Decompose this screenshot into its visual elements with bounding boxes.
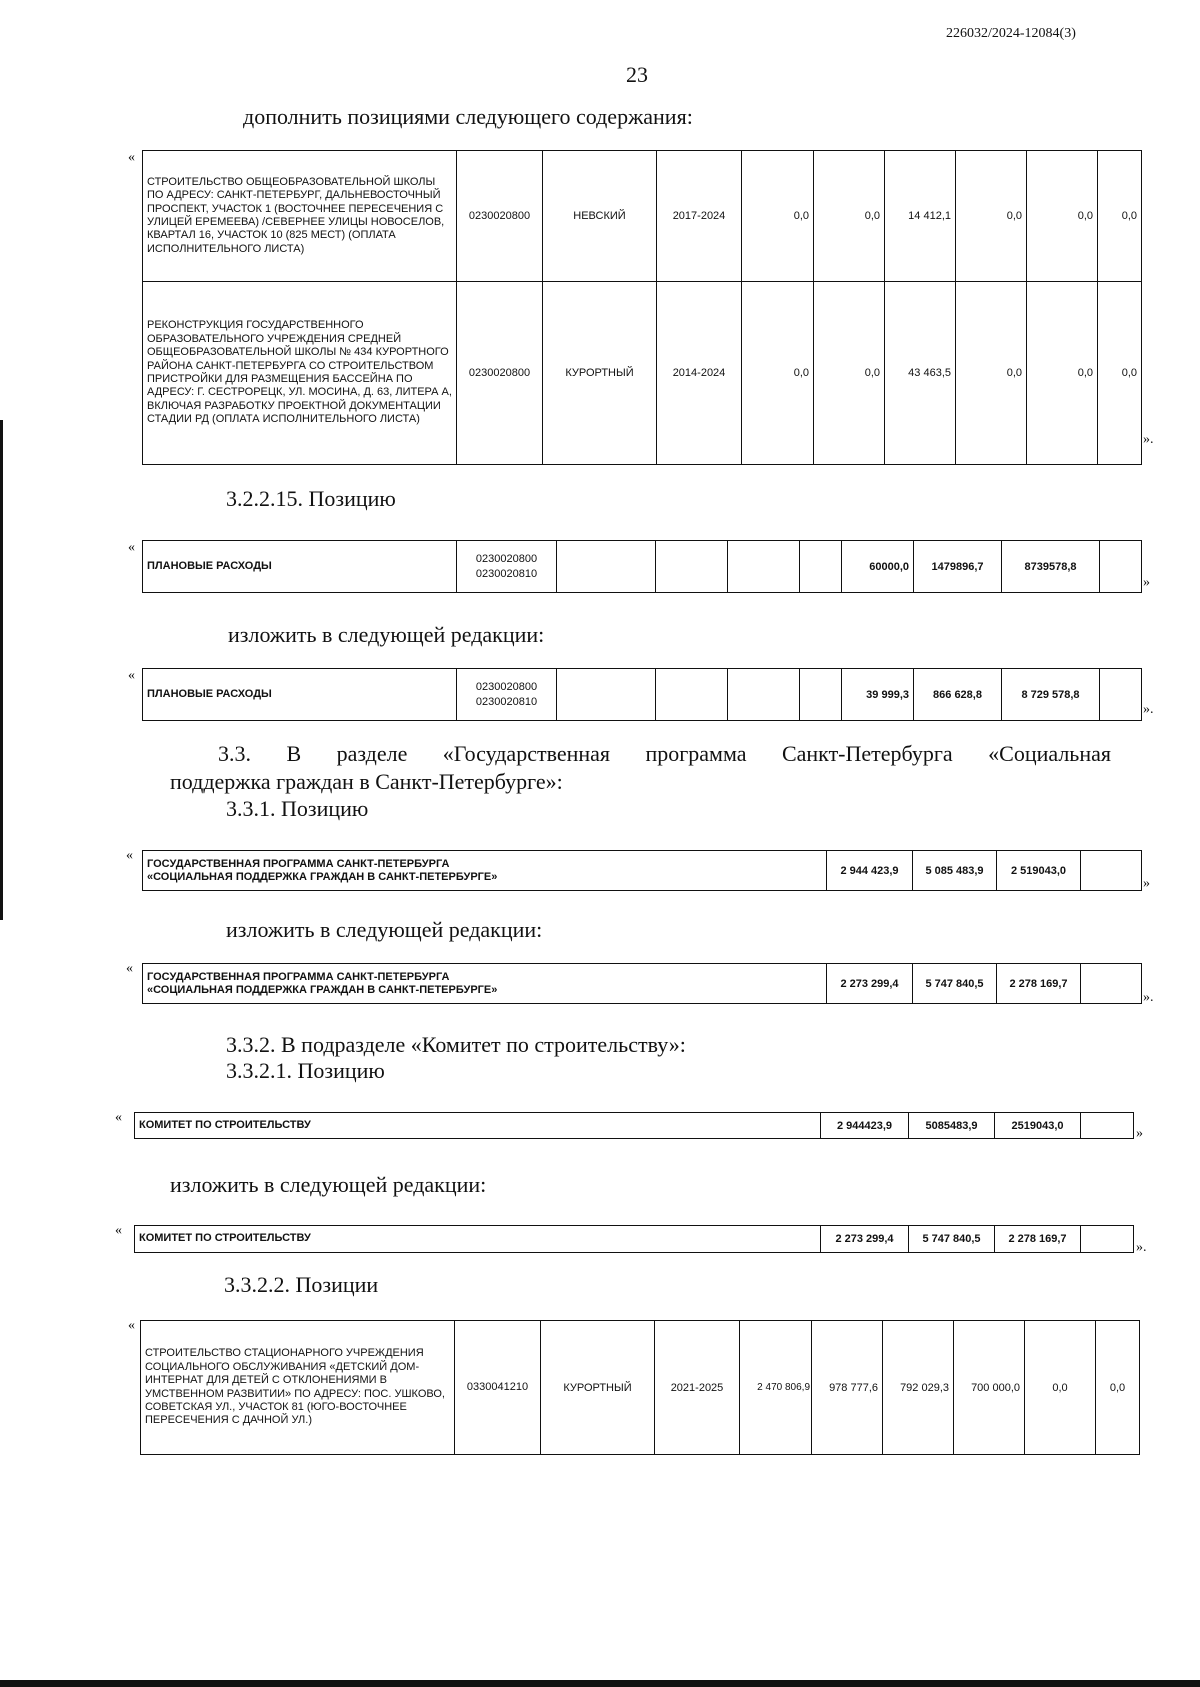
table-row [143, 669, 1142, 721]
item-3-3-1: 3.3.1. Позицию [226, 796, 369, 821]
table-row [143, 964, 1142, 1004]
value-cell: 5 747 840,5 [909, 1226, 995, 1253]
value-cell: 2 519043,0 [997, 851, 1081, 891]
district-cell: НЕВСКИЙ [543, 151, 657, 282]
value-cell: 2 470 806,9 [740, 1321, 812, 1455]
value-cell: 792 029,3 [883, 1321, 954, 1455]
committee-old-table [134, 1112, 1134, 1139]
value-cell: 0,0 [814, 282, 885, 465]
table-row [135, 1226, 1134, 1253]
item-3-2-2-15: 3.2.2.15. Позицию [226, 486, 396, 511]
section-3-3-line1: 3.3. В разделе «Государственная программа Санкт-Петербурга «Социальная [218, 741, 1111, 766]
committee-name: КОМИТЕТ ПО СТРОИТЕЛЬСТВУ [135, 1226, 821, 1253]
open-quote: « [115, 1110, 122, 1125]
document-id: 226032/2024-12084(3) [946, 26, 1076, 41]
empty-cell [557, 541, 656, 593]
close-quote: » [1143, 575, 1150, 590]
item-3-3-2-2: 3.3.2.2. Позиции [224, 1272, 379, 1297]
edit-text: изложить в следующей редакции: [228, 622, 545, 647]
code-cell [457, 669, 557, 721]
value-cell: 1479896,7 [914, 541, 1002, 593]
code-cell: 0230020800 [457, 151, 543, 282]
program-name-line: «СОЦИАЛЬНАЯ ПОДДЕРЖКА ГРАЖДАН В САНКТ-ПЕТЕРБУРГЕ» [147, 983, 498, 996]
code-line: 0230020800 [475, 681, 538, 694]
table-row [143, 282, 1142, 465]
empty-cell [1081, 1226, 1134, 1253]
value-cell: 0,0 [1098, 151, 1142, 282]
open-quote: « [115, 1223, 122, 1238]
table-row [141, 1321, 1140, 1455]
empty-cell [1081, 964, 1142, 1004]
social-institution-table [140, 1320, 1140, 1455]
item-3-3-2-1: 3.3.2.1. Позицию [226, 1058, 385, 1083]
program-old-table [142, 850, 1142, 891]
period-cell: 2017-2024 [657, 151, 742, 282]
value-cell: 2 944423,9 [821, 1113, 909, 1139]
object-name: СТРОИТЕЛЬСТВО СТАЦИОНАРНОГО УЧРЕЖДЕНИЯ СОЦИАЛЬНОГО ОБСЛУЖИВАНИЯ «ДЕТСКИЙ ДОМ-ИНТЕРНАТ ДЛЯ ДЕТЕЙ С ОТКЛОНЕНИЯМИ В УМСТВЕННОМ РАЗВИТИИ» ПО АДРЕСУ: ПОС. УШКОВО, СОВЕТСКАЯ УЛ., УЧАСТОК 81 (ЮГО-ВОСТОЧНЕЕ ПЕРЕСЕЧЕНИЯ С ДАЧНОЙ УЛ.) [141, 1321, 455, 1455]
value-cell: 0,0 [742, 151, 814, 282]
scan-left-edge [0, 420, 3, 920]
program-name [143, 851, 827, 891]
value-cell: 43 463,5 [885, 282, 956, 465]
open-quote: « [128, 668, 135, 683]
value-cell: 0,0 [742, 282, 814, 465]
program-name-line: «СОЦИАЛЬНАЯ ПОДДЕРЖКА ГРАЖДАН В САНКТ-ПЕТЕРБУРГЕ» [147, 870, 498, 883]
section-3-3-line2: поддержка граждан в Санкт-Петербурге»: [170, 769, 563, 794]
value-cell: 14 412,1 [885, 151, 956, 282]
value-cell: 0,0 [1027, 282, 1098, 465]
item-3-3-2: 3.3.2. В подразделе «Комитет по строительству»: [226, 1032, 686, 1057]
period-cell: 2021-2025 [655, 1321, 740, 1455]
code-line: 0230020810 [475, 695, 538, 708]
value-cell: 0,0 [1025, 1321, 1096, 1455]
edit-text: изложить в следующей редакции: [170, 1172, 487, 1197]
open-quote: « [126, 848, 133, 863]
empty-cell [800, 541, 842, 593]
edit-text: изложить в следующей редакции: [226, 917, 543, 942]
value-cell: 8 729 578,8 [1002, 669, 1100, 721]
code-cell: 0330041210 [455, 1321, 541, 1455]
value-cell: 978 777,6 [812, 1321, 883, 1455]
empty-cell [656, 669, 728, 721]
value-cell: 2 273 299,4 [821, 1226, 909, 1253]
code-line: 0230020810 [475, 567, 538, 580]
value-cell: 0,0 [1027, 151, 1098, 282]
program-name-line: ГОСУДАРСТВЕННАЯ ПРОГРАММА САНКТ-ПЕТЕРБУРГА [147, 857, 450, 870]
value-cell: 60000,0 [842, 541, 914, 593]
empty-cell [728, 541, 800, 593]
value-cell: 0,0 [1098, 282, 1142, 465]
code-line: 0230020800 [475, 553, 538, 566]
value-cell: 39 999,3 [842, 669, 914, 721]
open-quote: « [128, 1318, 135, 1333]
committee-name: КОМИТЕТ ПО СТРОИТЕЛЬСТВУ [135, 1113, 821, 1139]
close-quote: ». [1136, 1240, 1147, 1255]
close-quote: ». [1143, 990, 1154, 1005]
object-name: СТРОИТЕЛЬСТВО ОБЩЕОБРАЗОВАТЕЛЬНОЙ ШКОЛЫ ПО АДРЕСУ: САНКТ-ПЕТЕРБУРГ, ДАЛЬНЕВОСТОЧНЫЙ ПРОСПЕКТ, УЧАСТОК 1 (ВОСТОЧНЕЕ ПЕРЕСЕЧЕНИЯ С УЛИЦЕЙ ЕРЕМЕЕВА) /СЕВЕРНЕЕ УЛИЦЫ НОВОСЕЛОВ, КВАРТАЛ 16, УЧАСТОК 10 (825 МЕСТ) (ОПЛАТА ИСПОЛНИТЕЛЬНОГО ЛИСТА) [143, 151, 457, 282]
value-cell: 0,0 [956, 282, 1027, 465]
close-quote: » [1136, 1126, 1143, 1141]
close-quote: ». [1143, 702, 1154, 717]
table-row [143, 151, 1142, 282]
value-cell: 2 278 169,7 [995, 1226, 1081, 1253]
empty-cell [557, 669, 656, 721]
program-new-table [142, 963, 1142, 1004]
district-cell: КУРОРТНЫЙ [543, 282, 657, 465]
program-name-line: ГОСУДАРСТВЕННАЯ ПРОГРАММА САНКТ-ПЕТЕРБУРГА [147, 970, 450, 983]
empty-cell [656, 541, 728, 593]
value-cell: 2 944 423,9 [827, 851, 913, 891]
value-cell: 0,0 [1096, 1321, 1140, 1455]
table-row [143, 851, 1142, 891]
table-row [135, 1113, 1134, 1139]
value-cell: 0,0 [814, 151, 885, 282]
close-quote: ». [1143, 432, 1154, 447]
open-quote: « [128, 150, 135, 165]
code-cell: 0230020800 [457, 282, 543, 465]
row-name: ПЛАНОВЫЕ РАСХОДЫ [143, 669, 457, 721]
object-name: РЕКОНСТРУКЦИЯ ГОСУДАРСТВЕННОГО ОБРАЗОВАТЕЛЬНОГО УЧРЕЖДЕНИЯ СРЕДНЕЙ ОБЩЕОБРАЗОВАТЕЛЬНОЙ ШКОЛЫ № 434 КУРОРТНОГО РАЙОНА САНКТ-ПЕТЕРБУРГА СО СТРОИТЕЛЬСТВОМ ПРИСТРОЙКИ ДЛЯ РАЗМЕЩЕНИЯ БАССЕЙНА ПО АДРЕСУ: Г. СЕСТРОРЕЦК, УЛ. МОСИНА, Д. 63, ЛИТЕРА А, ВКЛЮЧАЯ РАЗРАБОТКУ ПРОЕКТНОЙ ДОКУМЕНТАЦИИ СТАДИИ РД (ОПЛАТА ИСПОЛНИТЕЛЬНОГО ЛИСТА) [143, 282, 457, 465]
intro-text: дополнить позициями следующего содержания: [243, 104, 693, 129]
planned-expenses-new-table [142, 668, 1142, 721]
committee-new-table [134, 1225, 1134, 1253]
value-cell: 866 628,8 [914, 669, 1002, 721]
value-cell: 5 747 840,5 [913, 964, 997, 1004]
value-cell: 2 273 299,4 [827, 964, 913, 1004]
period-cell: 2014-2024 [657, 282, 742, 465]
open-quote: « [126, 961, 133, 976]
page-number: 23 [626, 62, 648, 87]
empty-cell [1100, 669, 1142, 721]
positions-table [142, 150, 1142, 465]
value-cell: 700 000,0 [954, 1321, 1025, 1455]
value-cell: 2519043,0 [995, 1113, 1081, 1139]
value-cell: 5085483,9 [909, 1113, 995, 1139]
row-name: ПЛАНОВЫЕ РАСХОДЫ [143, 541, 457, 593]
district-cell: КУРОРТНЫЙ [541, 1321, 655, 1455]
empty-cell [1081, 1113, 1134, 1139]
program-name [143, 964, 827, 1004]
empty-cell [1100, 541, 1142, 593]
empty-cell [800, 669, 842, 721]
planned-expenses-old-table [142, 540, 1142, 593]
value-cell: 8739578,8 [1002, 541, 1100, 593]
close-quote: » [1143, 876, 1150, 891]
empty-cell [728, 669, 800, 721]
empty-cell [1081, 851, 1142, 891]
value-cell: 5 085 483,9 [913, 851, 997, 891]
open-quote: « [128, 540, 135, 555]
code-cell [457, 541, 557, 593]
value-cell: 2 278 169,7 [997, 964, 1081, 1004]
table-row [143, 541, 1142, 593]
value-cell: 0,0 [956, 151, 1027, 282]
scan-bottom-edge [0, 1680, 1200, 1687]
